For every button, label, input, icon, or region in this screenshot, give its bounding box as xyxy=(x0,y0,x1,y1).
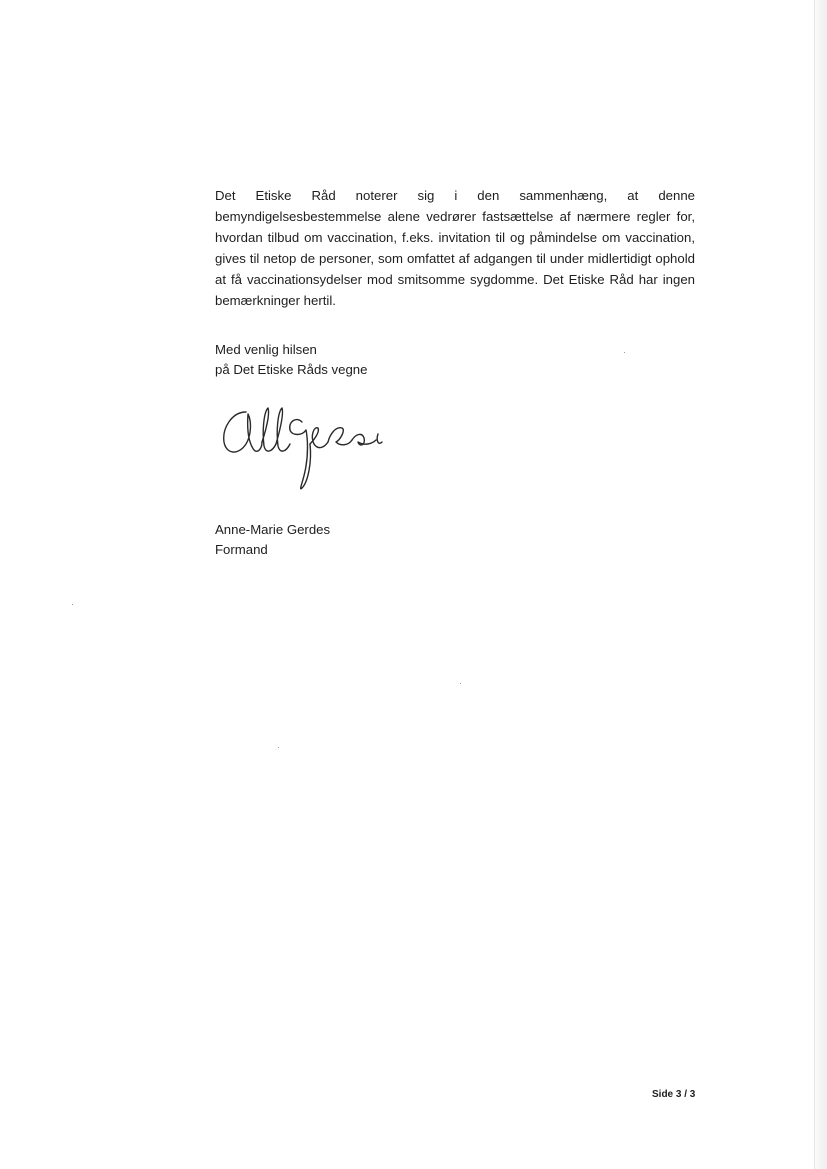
signer-name: Anne-Marie Gerdes xyxy=(215,522,331,537)
scan-speck xyxy=(624,352,625,353)
scan-speck xyxy=(460,683,461,684)
signer-title: Formand xyxy=(215,541,268,557)
scan-edge-line xyxy=(814,0,815,1169)
scan-speck xyxy=(72,604,73,605)
handwritten-signature-icon xyxy=(218,400,393,500)
closing-greeting: Med venlig hilsen xyxy=(215,342,317,357)
scan-speck xyxy=(278,747,279,748)
page-number: Side 3 / 3 xyxy=(652,1089,696,1100)
closing-block xyxy=(215,340,367,379)
body-paragraph: Det Etiske Råd noterer sig i den sammenhæng, at denne bemyndigelsesbestemmelse alene vedrører fastsættelse af nærmere regler for, hvordan tilbud om vaccination, f.eks. invitation til og påmindelse om vaccination, gives til netop de personer, som omfattet af adgangen til under midlertidigt ophold at få vaccinationsydelser mod smitsomme sygdomme. Det Etiske Råd har ingen bemærkninger hertil. xyxy=(215,188,695,308)
scan-edge-shadow xyxy=(813,0,827,1169)
closing-on-behalf: på Det Etiske Råds vegne xyxy=(215,361,368,377)
signer-block xyxy=(215,520,330,559)
